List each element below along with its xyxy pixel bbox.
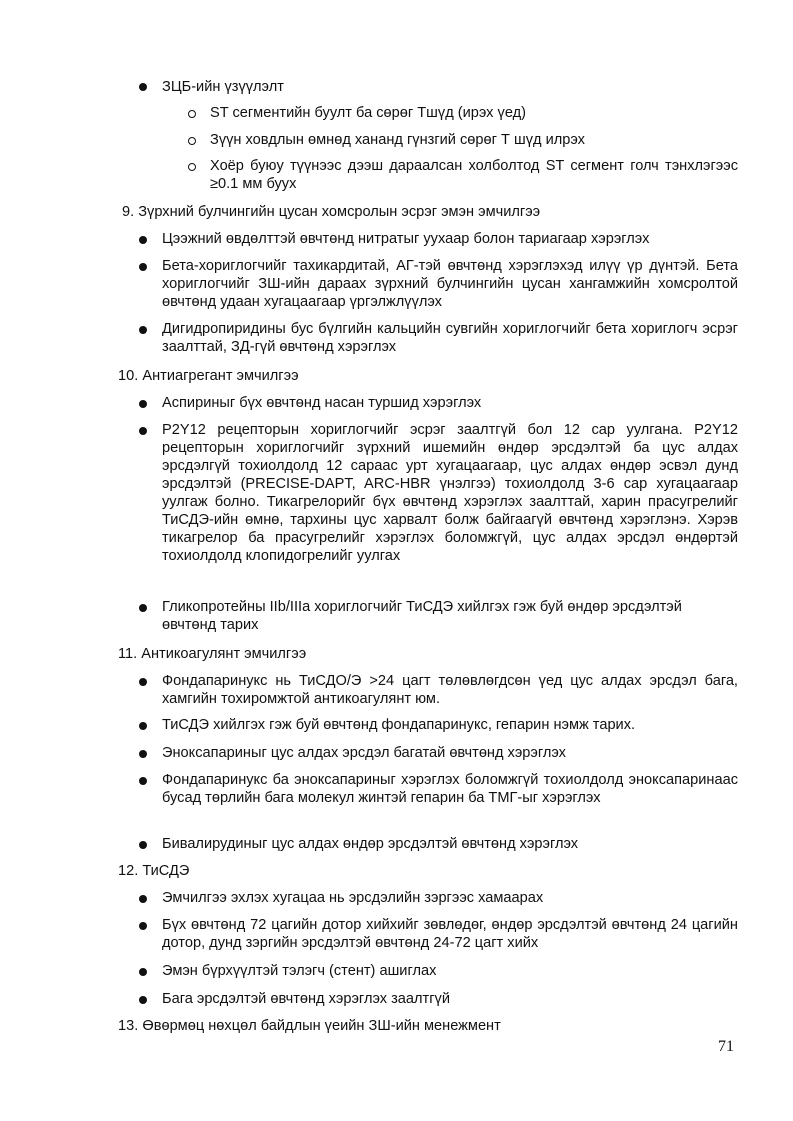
list-item: Аспириныг бүх өвчтөнд насан туршид хэрэглэх bbox=[162, 395, 482, 411]
list-item: Дигидропиридины бус бүлгийн кальцийн сувгийн хориглогчийг бета хориглогч эсрэг заалттай, ЗД-гүй өвчтөнд хэрэглэх bbox=[162, 321, 738, 355]
list-item: Фондапаринукс нь ТиСДО/Э >24 цагт төлөвлөгдсөн үед цус алдах эрсдэл бага, хамгийн тохиромжтой антикоагулянт юм. bbox=[162, 673, 738, 707]
sub-bullet-marker bbox=[188, 110, 196, 118]
bullet-marker bbox=[139, 236, 147, 244]
list-item: Гликопротейны IIb/IIIa хориглогчийг ТиСДЭ хийлгэх гэж буй өндөр эрсдэлтэй өвчтөнд тарих bbox=[162, 599, 682, 633]
list-item: Бета-хориглогчийг тахикардитай, АГ-тэй өвчтөнд хэрэглэхэд илүү үр дүнтэй. Бета хориглогчийг ЗШ-ийн дараах зүрхний булчингийн цусан хангамжийн хомсролтой өвчтөнд удаан хугацаагаар үргэлжлүүлэх bbox=[162, 258, 738, 310]
list-item: Эмэн бүрхүүлтэй тэлэгч (стент) ашиглах bbox=[162, 963, 437, 979]
bullet-marker bbox=[139, 263, 147, 271]
bullet-marker bbox=[139, 895, 147, 903]
bullet-marker bbox=[139, 750, 147, 758]
section-heading: 11. Антикоагулянт эмчилгээ bbox=[118, 646, 307, 662]
list-item bbox=[162, 78, 738, 96]
bullet-marker bbox=[139, 722, 147, 730]
list-item: Бүх өвчтөнд 72 цагийн дотор хийхийг зөвлөдөг, өндөр эрсдэлтэй өвчтөнд 24 цагийн дотор, дунд зэргийн эрсдэлтэй өвчтөнд 24-72 цагт хийх bbox=[162, 917, 738, 951]
list-item-text: ЗЦБ-ийн үзүүлэлт bbox=[162, 79, 284, 95]
bullet-marker bbox=[139, 841, 147, 849]
section-heading: 12. ТиСДЭ bbox=[118, 863, 190, 879]
sub-bullet-marker bbox=[188, 163, 196, 171]
list-item: P2Y12 рецепторын хориглогчийг эсрэг заалтгүй бол 12 сар уулгана. P2Y12 рецепторын хориглогчийг зүрхний ишемийн өндөр эрсдэлтэй ба цус алдах эрсдэлгүй тохиолдолд 12 сараас урт хугацаагаар, цус алдах өндөр эсвэл дунд эрсдэлтэй (PRECISE-DAPT, ARC-HBR үнэлгээ) тохиолдолд 3-6 сар хугацаагаар уулгаж болно. Тикагрелорийг бүх өвчтөнд хэрэглэх заалттай, харин прасугрелийг ТиСДЭ-ийн өмнө, тархины цус харвалт болж байгаагүй өвчтөнд хэрэглэнэ. Хэрэв тикагрелор ба прасугрелийг хэрэглэх боломжгүй, цус алдах эрсдэл өндөртэй тохиолдолд клопидогрелийг уулгах bbox=[162, 422, 738, 564]
bullet-marker bbox=[139, 400, 147, 408]
list-item: Эноксапариныг цус алдах эрсдэл багатай өвчтөнд хэрэглэх bbox=[162, 745, 566, 761]
section-heading: 13. Өвөрмөц нөхцөл байдлын үеийн ЗШ-ийн менежмент bbox=[118, 1018, 501, 1034]
bullet-marker bbox=[139, 996, 147, 1004]
list-item: Цээжний өвдөлттэй өвчтөнд нитратыг уухаар болон тариагаар хэрэглэх bbox=[162, 231, 650, 247]
bullet-marker bbox=[139, 427, 147, 435]
sub-bullet-marker bbox=[188, 137, 196, 145]
page-number: 71 bbox=[718, 1038, 734, 1055]
list-item: Эмчилгээ эхлэх хугацаа нь эрсдэлийн зэргээс хамаарах bbox=[162, 890, 544, 906]
bullet-marker bbox=[139, 968, 147, 976]
list-item: ТиСДЭ хийлгэх гэж буй өвчтөнд фондапаринукс, гепарин нэмж тарих. bbox=[162, 717, 636, 733]
list-item: Фондапаринукс ба эноксапариныг хэрэглэх боломжгүй тохиолдолд эноксапаринаас бусад төрлийн бага молекул жинтэй гепарин ба ТМГ-ыг хэрэглэх bbox=[162, 772, 738, 806]
sub-list-item: Хоёр буюу түүнээс дээш дараалсан холболтод ST сегмент голч тэнхлэгээс ≥0.1 мм буух bbox=[210, 158, 738, 192]
bullet-marker bbox=[139, 678, 147, 686]
bullet-marker bbox=[139, 777, 147, 785]
bullet-marker bbox=[139, 83, 147, 91]
section-heading: 9. Зүрхний булчингийн цусан хомсролын эсрэг эмэн эмчилгээ bbox=[122, 204, 541, 220]
sub-list-item: ST сегментийн буулт ба сөрөг Тшүд (ирэх үед) bbox=[210, 105, 526, 121]
section-heading: 10. Антиагрегант эмчилгээ bbox=[118, 368, 299, 384]
bullet-marker bbox=[139, 604, 147, 612]
bullet-marker bbox=[139, 922, 147, 930]
list-item: Бивалирудиныг цус алдах өндөр эрсдэлтэй өвчтөнд хэрэглэх bbox=[162, 836, 579, 852]
sub-list-item: Зүүн ховдлын өмнөд хананд гүнзгий сөрөг Т шүд илрэх bbox=[210, 132, 585, 148]
bullet-marker bbox=[139, 326, 147, 334]
list-item: Бага эрсдэлтэй өвчтөнд хэрэглэх заалтгүй bbox=[162, 991, 450, 1007]
